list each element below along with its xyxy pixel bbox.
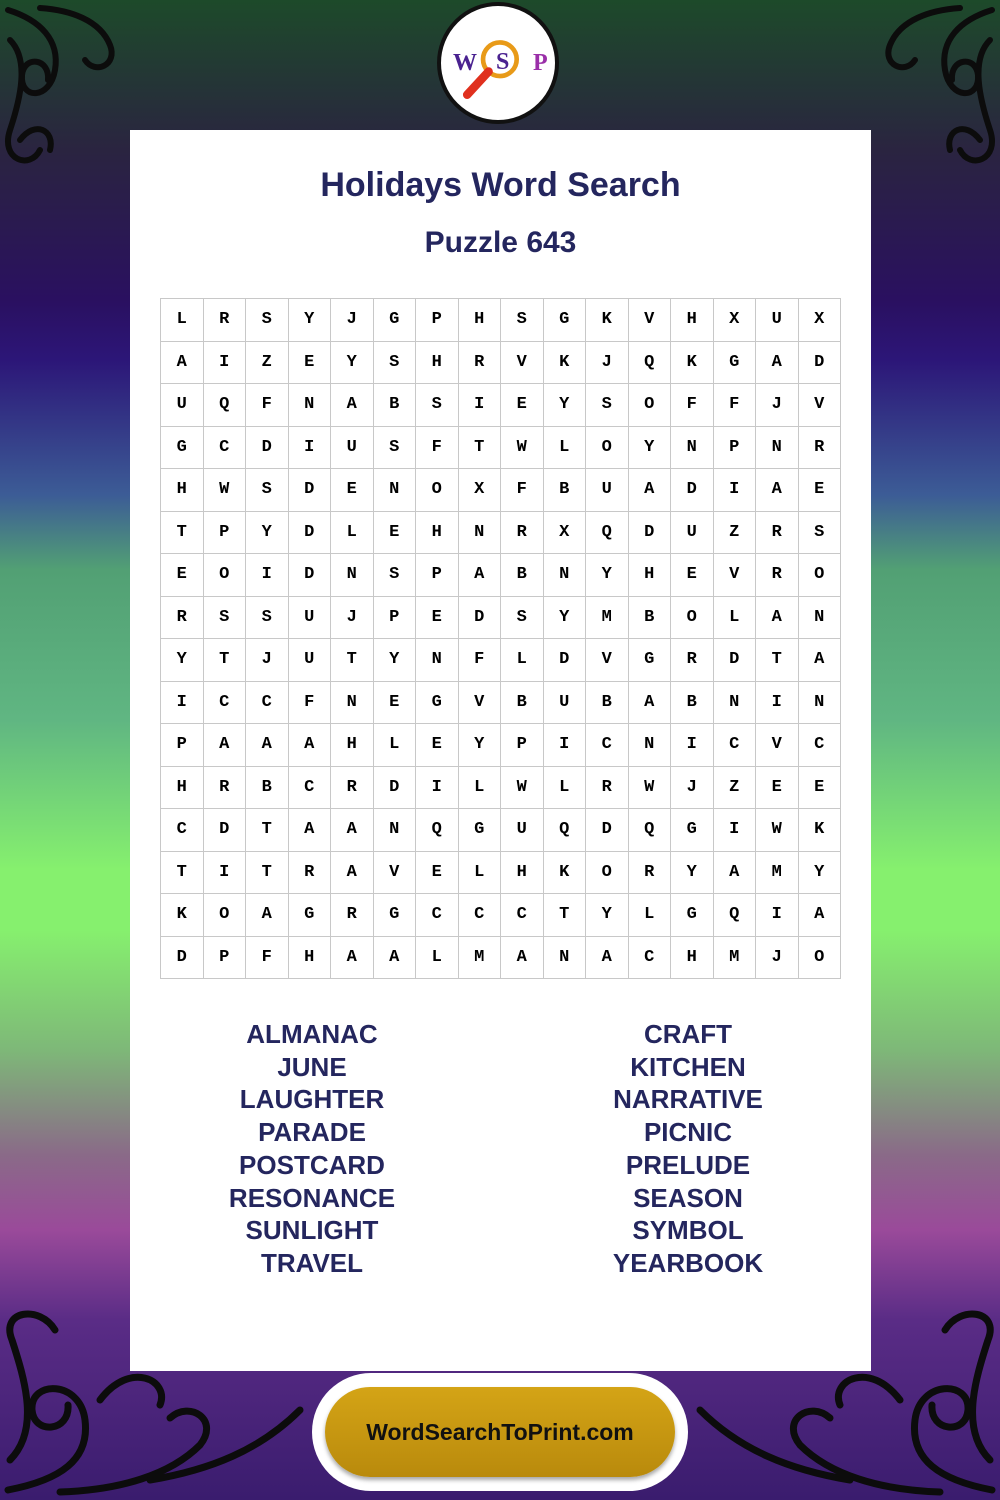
- logo-letter-w: W: [453, 50, 477, 76]
- grid-cell[interactable]: P: [374, 597, 417, 640]
- grid-cell[interactable]: V: [756, 724, 799, 767]
- grid-cell[interactable]: O: [416, 469, 459, 512]
- grid-cell[interactable]: C: [586, 724, 629, 767]
- grid-cell[interactable]: J: [671, 767, 714, 810]
- grid-cell[interactable]: J: [756, 384, 799, 427]
- grid-cell[interactable]: A: [331, 384, 374, 427]
- grid-cell[interactable]: U: [501, 809, 544, 852]
- grid-cell[interactable]: E: [799, 767, 842, 810]
- grid-cell[interactable]: H: [289, 937, 332, 980]
- grid-cell[interactable]: Y: [161, 639, 204, 682]
- grid-cell[interactable]: O: [586, 427, 629, 470]
- grid-cell[interactable]: A: [799, 639, 842, 682]
- grid-cell[interactable]: R: [671, 639, 714, 682]
- site-link-button[interactable]: WordSearchToPrint.com: [325, 1387, 675, 1477]
- grid-cell[interactable]: W: [501, 427, 544, 470]
- grid-cell[interactable]: S: [374, 427, 417, 470]
- word-list-item: SYMBOL: [632, 1215, 744, 1246]
- grid-cell[interactable]: I: [289, 427, 332, 470]
- grid-cell[interactable]: F: [246, 384, 289, 427]
- grid-cell[interactable]: A: [629, 469, 672, 512]
- grid-cell[interactable]: Z: [714, 767, 757, 810]
- word-list-right: [503, 1018, 873, 1280]
- grid-cell[interactable]: B: [629, 597, 672, 640]
- grid-cell[interactable]: S: [374, 554, 417, 597]
- grid-cell[interactable]: W: [501, 767, 544, 810]
- word-list-item: YEARBOOK: [612, 1247, 764, 1278]
- word-list-left: [127, 1018, 497, 1280]
- grid-cell[interactable]: B: [671, 682, 714, 725]
- grid-cell[interactable]: Q: [629, 809, 672, 852]
- grid-cell[interactable]: A: [756, 469, 799, 512]
- grid-cell[interactable]: G: [671, 809, 714, 852]
- grid-cell[interactable]: D: [799, 342, 842, 385]
- grid-cell[interactable]: C: [204, 427, 247, 470]
- grid-cell[interactable]: J: [246, 639, 289, 682]
- grid-cell[interactable]: O: [204, 554, 247, 597]
- grid-cell[interactable]: L: [374, 724, 417, 767]
- word-list-item: CRAFT: [643, 1019, 733, 1049]
- grid-cell[interactable]: A: [586, 937, 629, 980]
- grid-cell[interactable]: D: [204, 809, 247, 852]
- grid-cell[interactable]: G: [671, 894, 714, 937]
- word-list-item: NARRATIVE: [613, 1084, 763, 1115]
- grid-cell[interactable]: A: [501, 937, 544, 980]
- grid-cell[interactable]: D: [289, 554, 332, 597]
- grid-cell[interactable]: Z: [714, 512, 757, 555]
- grid-cell[interactable]: H: [161, 469, 204, 512]
- grid-cell[interactable]: K: [544, 342, 587, 385]
- grid-cell[interactable]: C: [714, 724, 757, 767]
- grid-cell[interactable]: T: [161, 512, 204, 555]
- grid-cell[interactable]: A: [756, 342, 799, 385]
- grid-cell[interactable]: D: [586, 809, 629, 852]
- word-list-item: SUNLIGHT: [245, 1215, 379, 1246]
- grid-cell[interactable]: H: [671, 937, 714, 980]
- grid-cell[interactable]: R: [204, 767, 247, 810]
- grid-cell[interactable]: E: [331, 469, 374, 512]
- grid-cell[interactable]: D: [459, 597, 502, 640]
- grid-cell[interactable]: Y: [586, 554, 629, 597]
- grid-cell[interactable]: D: [374, 767, 417, 810]
- grid-cell[interactable]: R: [501, 512, 544, 555]
- grid-cell[interactable]: U: [756, 299, 799, 342]
- word-list-item: ALMANAC: [246, 1019, 378, 1049]
- grid-cell[interactable]: N: [459, 512, 502, 555]
- grid-cell[interactable]: R: [756, 554, 799, 597]
- grid-cell[interactable]: W: [756, 809, 799, 852]
- grid-cell[interactable]: C: [289, 767, 332, 810]
- grid-cell[interactable]: L: [459, 852, 502, 895]
- grid-cell[interactable]: N: [629, 724, 672, 767]
- grid-cell[interactable]: N: [416, 639, 459, 682]
- grid-cell[interactable]: E: [161, 554, 204, 597]
- grid-cell[interactable]: E: [416, 724, 459, 767]
- grid-cell[interactable]: Y: [629, 427, 672, 470]
- grid-cell[interactable]: H: [331, 724, 374, 767]
- grid-cell[interactable]: D: [289, 469, 332, 512]
- grid-cell[interactable]: R: [799, 427, 842, 470]
- grid-cell[interactable]: K: [544, 852, 587, 895]
- grid-cell[interactable]: S: [374, 342, 417, 385]
- grid-cell[interactable]: F: [246, 937, 289, 980]
- grid-cell[interactable]: J: [331, 597, 374, 640]
- grid-cell[interactable]: L: [629, 894, 672, 937]
- grid-cell[interactable]: L: [416, 937, 459, 980]
- grid-cell[interactable]: I: [756, 894, 799, 937]
- grid-cell[interactable]: E: [799, 469, 842, 512]
- grid-cell[interactable]: R: [331, 767, 374, 810]
- grid-cell[interactable]: L: [714, 597, 757, 640]
- grid-cell[interactable]: Y: [331, 342, 374, 385]
- grid-cell[interactable]: S: [586, 384, 629, 427]
- grid-cell[interactable]: E: [289, 342, 332, 385]
- grid-cell[interactable]: H: [416, 512, 459, 555]
- grid-cell[interactable]: K: [586, 299, 629, 342]
- grid-cell[interactable]: V: [714, 554, 757, 597]
- grid-cell[interactable]: I: [204, 342, 247, 385]
- grid-cell[interactable]: L: [501, 639, 544, 682]
- grid-cell[interactable]: I: [756, 682, 799, 725]
- grid-cell[interactable]: O: [204, 894, 247, 937]
- word-list-item: PICNIC: [643, 1117, 733, 1148]
- word-list-item: PARADE: [258, 1117, 366, 1148]
- grid-cell[interactable]: X: [714, 299, 757, 342]
- grid-cell[interactable]: G: [289, 894, 332, 937]
- grid-cell[interactable]: G: [459, 809, 502, 852]
- grid-cell[interactable]: R: [161, 597, 204, 640]
- grid-cell[interactable]: R: [459, 342, 502, 385]
- grid-cell[interactable]: G: [416, 682, 459, 725]
- grid-cell[interactable]: B: [544, 469, 587, 512]
- grid-cell[interactable]: C: [501, 894, 544, 937]
- grid-cell[interactable]: U: [331, 427, 374, 470]
- grid-cell[interactable]: I: [161, 682, 204, 725]
- grid-cell[interactable]: Y: [799, 852, 842, 895]
- grid-cell[interactable]: L: [459, 767, 502, 810]
- grid-cell[interactable]: L: [161, 299, 204, 342]
- grid-cell[interactable]: D: [246, 427, 289, 470]
- grid-cell[interactable]: M: [756, 852, 799, 895]
- logo-letter-s: S: [496, 49, 510, 75]
- grid-cell[interactable]: D: [629, 512, 672, 555]
- grid-cell[interactable]: V: [501, 342, 544, 385]
- grid-cell[interactable]: I: [416, 767, 459, 810]
- grid-cell[interactable]: X: [544, 512, 587, 555]
- grid-cell[interactable]: R: [204, 299, 247, 342]
- grid-cell[interactable]: O: [629, 384, 672, 427]
- grid-cell[interactable]: I: [459, 384, 502, 427]
- grid-cell[interactable]: M: [714, 937, 757, 980]
- grid-cell[interactable]: Y: [289, 299, 332, 342]
- grid-cell[interactable]: A: [799, 894, 842, 937]
- grid-cell[interactable]: R: [629, 852, 672, 895]
- grid-cell[interactable]: J: [756, 937, 799, 980]
- grid-cell[interactable]: O: [671, 597, 714, 640]
- grid-cell[interactable]: X: [459, 469, 502, 512]
- grid-cell[interactable]: L: [544, 767, 587, 810]
- grid-cell[interactable]: N: [544, 937, 587, 980]
- grid-cell[interactable]: V: [586, 639, 629, 682]
- grid-cell[interactable]: T: [161, 852, 204, 895]
- grid-cell[interactable]: P: [714, 427, 757, 470]
- grid-cell[interactable]: F: [289, 682, 332, 725]
- grid-cell[interactable]: H: [416, 342, 459, 385]
- grid-cell[interactable]: E: [416, 597, 459, 640]
- grid-cell[interactable]: N: [331, 554, 374, 597]
- grid-cell[interactable]: G: [374, 894, 417, 937]
- grid-cell[interactable]: R: [331, 894, 374, 937]
- grid-cell[interactable]: N: [289, 384, 332, 427]
- grid-cell[interactable]: J: [586, 342, 629, 385]
- grid-cell[interactable]: H: [161, 767, 204, 810]
- grid-cell[interactable]: Z: [246, 342, 289, 385]
- grid-cell[interactable]: U: [161, 384, 204, 427]
- word-list-item: PRELUDE: [625, 1149, 751, 1180]
- grid-cell[interactable]: T: [756, 639, 799, 682]
- grid-cell[interactable]: F: [501, 469, 544, 512]
- grid-cell[interactable]: V: [459, 682, 502, 725]
- grid-cell[interactable]: E: [374, 682, 417, 725]
- grid-cell[interactable]: R: [289, 852, 332, 895]
- grid-cell[interactable]: S: [246, 299, 289, 342]
- grid-cell[interactable]: I: [246, 554, 289, 597]
- grid-cell[interactable]: A: [204, 724, 247, 767]
- grid-cell[interactable]: I: [714, 809, 757, 852]
- site-logo[interactable]: [437, 2, 559, 124]
- grid-cell[interactable]: A: [289, 809, 332, 852]
- grid-cell[interactable]: H: [501, 852, 544, 895]
- grid-cell[interactable]: P: [501, 724, 544, 767]
- grid-cell[interactable]: O: [586, 852, 629, 895]
- grid-cell[interactable]: N: [374, 469, 417, 512]
- word-list-item: RESONANCE: [228, 1182, 396, 1213]
- grid-cell[interactable]: U: [289, 639, 332, 682]
- grid-cell[interactable]: Q: [586, 512, 629, 555]
- grid-cell[interactable]: B: [586, 682, 629, 725]
- word-list-item: KITCHEN: [630, 1051, 746, 1082]
- grid-cell[interactable]: E: [756, 767, 799, 810]
- grid-cell[interactable]: R: [586, 767, 629, 810]
- grid-cell[interactable]: N: [374, 809, 417, 852]
- grid-cell[interactable]: E: [374, 512, 417, 555]
- grid-cell[interactable]: C: [246, 682, 289, 725]
- grid-cell[interactable]: K: [799, 809, 842, 852]
- puzzle-card: [130, 130, 871, 1371]
- grid-cell[interactable]: A: [289, 724, 332, 767]
- grid-cell[interactable]: P: [416, 299, 459, 342]
- grid-cell[interactable]: O: [799, 937, 842, 980]
- grid-cell[interactable]: I: [671, 724, 714, 767]
- grid-cell[interactable]: T: [204, 639, 247, 682]
- grid-cell[interactable]: D: [161, 937, 204, 980]
- grid-cell[interactable]: W: [204, 469, 247, 512]
- grid-cell[interactable]: N: [714, 682, 757, 725]
- grid-cell[interactable]: P: [416, 554, 459, 597]
- grid-cell[interactable]: D: [289, 512, 332, 555]
- grid-cell[interactable]: C: [416, 894, 459, 937]
- grid-cell[interactable]: S: [246, 597, 289, 640]
- grid-cell[interactable]: F: [671, 384, 714, 427]
- grid-cell[interactable]: U: [586, 469, 629, 512]
- grid-cell[interactable]: F: [714, 384, 757, 427]
- grid-cell[interactable]: U: [544, 682, 587, 725]
- grid-cell[interactable]: I: [714, 469, 757, 512]
- grid-cell[interactable]: G: [629, 639, 672, 682]
- puzzle-number: Puzzle 643: [424, 226, 577, 259]
- grid-cell[interactable]: A: [629, 682, 672, 725]
- grid-cell[interactable]: K: [161, 894, 204, 937]
- grid-cell[interactable]: A: [331, 937, 374, 980]
- grid-cell[interactable]: E: [671, 554, 714, 597]
- grid-cell[interactable]: T: [459, 427, 502, 470]
- grid-cell[interactable]: S: [799, 512, 842, 555]
- grid-cell[interactable]: D: [544, 639, 587, 682]
- grid-cell[interactable]: Q: [416, 809, 459, 852]
- grid-cell[interactable]: N: [799, 597, 842, 640]
- word-list-item: LAUGHTER: [239, 1084, 385, 1115]
- logo-letter-p: P: [533, 50, 548, 76]
- word-list-item: SEASON: [633, 1182, 743, 1213]
- grid-cell[interactable]: N: [331, 682, 374, 725]
- grid-cell[interactable]: E: [501, 384, 544, 427]
- grid-cell[interactable]: G: [544, 299, 587, 342]
- grid-cell[interactable]: L: [544, 427, 587, 470]
- word-list-item: TRAVEL: [260, 1247, 364, 1278]
- grid-cell[interactable]: Y: [246, 512, 289, 555]
- grid-cell[interactable]: C: [161, 809, 204, 852]
- grid-cell[interactable]: M: [459, 937, 502, 980]
- grid-cell[interactable]: T: [246, 852, 289, 895]
- grid-cell[interactable]: D: [671, 469, 714, 512]
- grid-cell[interactable]: A: [459, 554, 502, 597]
- grid-cell[interactable]: V: [629, 299, 672, 342]
- grid-cell[interactable]: I: [544, 724, 587, 767]
- grid-cell[interactable]: P: [204, 512, 247, 555]
- grid-cell[interactable]: G: [714, 342, 757, 385]
- grid-cell[interactable]: P: [204, 937, 247, 980]
- grid-cell[interactable]: S: [246, 469, 289, 512]
- grid-cell[interactable]: H: [629, 554, 672, 597]
- word-list-item: JUNE: [277, 1051, 347, 1082]
- grid-cell[interactable]: H: [459, 299, 502, 342]
- grid-cell[interactable]: B: [374, 384, 417, 427]
- grid-cell[interactable]: N: [799, 682, 842, 725]
- letter-grid: [160, 298, 841, 979]
- grid-cell[interactable]: C: [799, 724, 842, 767]
- grid-cell[interactable]: Q: [204, 384, 247, 427]
- grid-cell[interactable]: K: [671, 342, 714, 385]
- grid-cell[interactable]: H: [671, 299, 714, 342]
- grid-cell[interactable]: T: [331, 639, 374, 682]
- grid-cell[interactable]: Y: [374, 639, 417, 682]
- page-title: Holidays Word Search: [320, 166, 681, 204]
- grid-cell[interactable]: T: [544, 894, 587, 937]
- grid-cell[interactable]: Y: [671, 852, 714, 895]
- grid-cell[interactable]: G: [374, 299, 417, 342]
- grid-cell[interactable]: I: [204, 852, 247, 895]
- grid-cell[interactable]: J: [331, 299, 374, 342]
- grid-cell[interactable]: Y: [544, 384, 587, 427]
- grid-cell[interactable]: C: [629, 937, 672, 980]
- grid-cell[interactable]: B: [501, 554, 544, 597]
- grid-cell[interactable]: Y: [544, 597, 587, 640]
- grid-cell[interactable]: C: [459, 894, 502, 937]
- grid-cell[interactable]: V: [374, 852, 417, 895]
- grid-cell[interactable]: A: [331, 809, 374, 852]
- grid-cell[interactable]: S: [501, 299, 544, 342]
- grid-cell[interactable]: W: [629, 767, 672, 810]
- grid-cell[interactable]: C: [204, 682, 247, 725]
- grid-cell[interactable]: N: [544, 554, 587, 597]
- grid-cell[interactable]: A: [374, 937, 417, 980]
- grid-cell[interactable]: F: [459, 639, 502, 682]
- grid-cell[interactable]: X: [799, 299, 842, 342]
- grid-cell[interactable]: T: [246, 809, 289, 852]
- grid-cell[interactable]: A: [246, 724, 289, 767]
- grid-cell[interactable]: A: [756, 597, 799, 640]
- grid-cell[interactable]: Y: [459, 724, 502, 767]
- grid-cell[interactable]: A: [714, 852, 757, 895]
- grid-cell[interactable]: O: [799, 554, 842, 597]
- grid-cell[interactable]: Q: [629, 342, 672, 385]
- grid-cell[interactable]: E: [416, 852, 459, 895]
- grid-cell[interactable]: A: [331, 852, 374, 895]
- grid-cell[interactable]: R: [756, 512, 799, 555]
- grid-cell[interactable]: V: [799, 384, 842, 427]
- grid-cell[interactable]: B: [246, 767, 289, 810]
- grid-cell[interactable]: N: [671, 427, 714, 470]
- grid-cell[interactable]: U: [289, 597, 332, 640]
- grid-cell[interactable]: M: [586, 597, 629, 640]
- grid-cell[interactable]: P: [161, 724, 204, 767]
- grid-cell[interactable]: S: [416, 384, 459, 427]
- grid-cell[interactable]: F: [416, 427, 459, 470]
- grid-cell[interactable]: Y: [586, 894, 629, 937]
- grid-cell[interactable]: Q: [714, 894, 757, 937]
- grid-cell[interactable]: D: [714, 639, 757, 682]
- grid-cell[interactable]: S: [204, 597, 247, 640]
- grid-cell[interactable]: S: [501, 597, 544, 640]
- grid-cell[interactable]: A: [246, 894, 289, 937]
- grid-cell[interactable]: U: [671, 512, 714, 555]
- grid-cell[interactable]: L: [331, 512, 374, 555]
- grid-cell[interactable]: N: [756, 427, 799, 470]
- grid-cell[interactable]: A: [161, 342, 204, 385]
- grid-cell[interactable]: Q: [544, 809, 587, 852]
- grid-cell[interactable]: G: [161, 427, 204, 470]
- word-list-item: POSTCARD: [239, 1149, 385, 1180]
- grid-cell[interactable]: B: [501, 682, 544, 725]
